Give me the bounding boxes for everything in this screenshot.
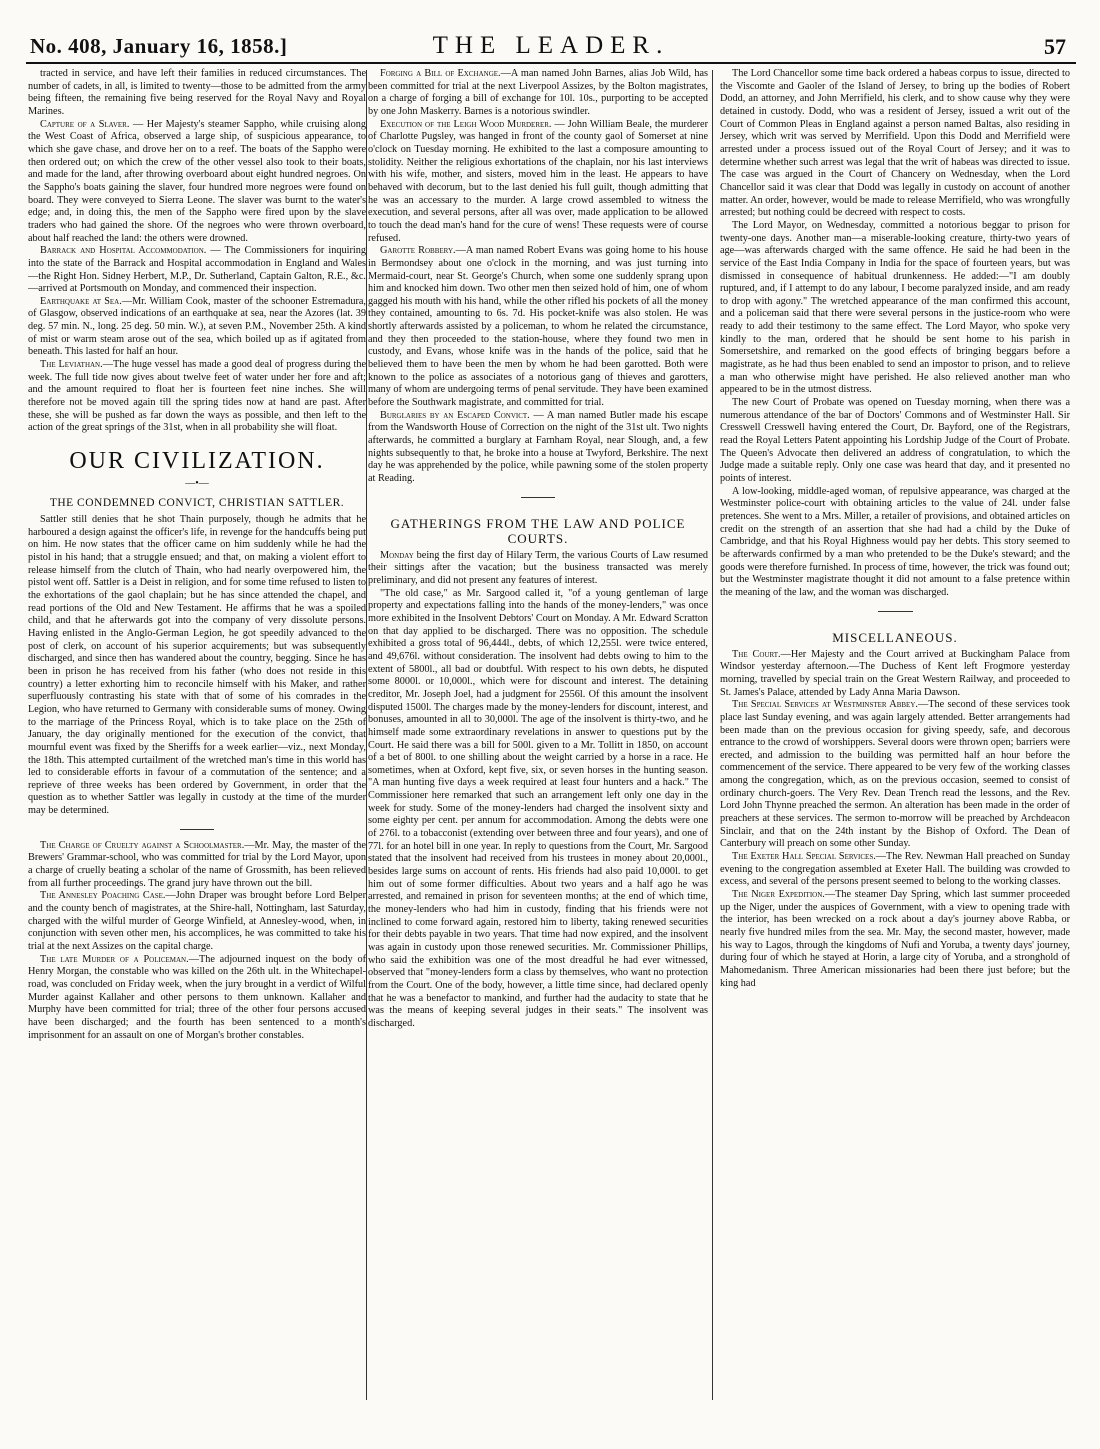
- short-rule: [368, 492, 708, 502]
- article-paragraph: Sattler still denies that he shot Thain purposely, though he admits that he harboured a design against the officer's life, in revenge for the handcuffs being put on him. He now states that the officer came on him suddenly while he had the pistol in his hand; that a struggle ensued; and that, on making a violent effort to release himself from the clutch of Thain, who had nearly overpowered him, the pistol went off. Sattler is a Deist in religion, and for some time refused to listen to the exhortations of the gaol chaplain; but he has since attended the chapel, and read portions of the Old and New Testament. He affirms that he was a spoiled child, and that he afterwards got into the company of very dissolute persons. Having enlisted in the Anglo-German Legion, he got speedily advanced to the post of clerk, on account of his superior acquirements; but was subsequently discharged, and since then has wandered about the country, begging. Since he has been in prison he has received from his father (who does not reside in this country) a letter exhorting him to reconcile himself with his Maker, and rather superfluously contrasting his state with that of some of his comrades in the Legion, who have returned to Germany with considerable sums of money. Owing to the marriage of the Princess Royal, which is to take place on the 25th of January, the day originally mentioned for the execution of the convict, that mournful event was fixed by the Sheriffs for a week earlier—viz., next Monday, the 18th. This attempted curtailment of the wretched man's time in this world has led to considerable efforts in favour of a commutation of the sentence; and a reprieve of three weeks has been ordered by Government, in order that the question as to whether Sattler was legally in custody at the time of the murder may be determined.: [28, 514, 366, 817]
- column-divider: [712, 70, 713, 1400]
- newspaper-title: THE LEADER.: [432, 32, 670, 59]
- page-number: 57: [1044, 34, 1066, 59]
- article-heading: Burglaries by an Escaped Convict.: [380, 409, 530, 421]
- article-paragraph: tracted in service, and have left their families in reduced circumstances. The number of cadets, in all, is limited to twenty—those to be admitted from the army being fifteen, the remaining five being reserved for the Royal Navy and Royal Marines.: [28, 68, 366, 117]
- article-paragraph: The Lord Mayor, on Wednesday, committed a notorious beggar to prison for twenty-one days. Another man—a miserable-looking creature, thirty-two years of age—was afterwards charged with the same offence. He said he had been in the service of the East India Company in India for the space of fourteen years, but was dismissed in consequence of habitual drunkenness. He added:—"I am doubly ruptured, and, if I attempt to do any labour, I become paralyzed inside, and am ready to drop with agony." The wretched appearance of the man confirmed this account, and a policeman said that there were several persons in the justice-room who were ready to add their testimony to the same effect. The Lord Mayor, who spoke very kindly to the man, ordered that he should be sent home to his parish in Somersetshire, and remarked on the good effects of bringing beggars before a magistrate, as he had thus been enabled to send an impostor to prison, and to relieve a man who otherwise might have perished. He also relieved another man who appeared to be in the utmost distress.: [720, 219, 1070, 396]
- article-text: —The Rev. Newman Hall preached on Sunday evening to the congregation assembled at Exeter Hall. The building was crowded to excess, and several of the persons present seemed to belong to the working classes.: [720, 851, 1070, 888]
- article-heading: Earthquake at Sea.: [40, 295, 122, 307]
- article-text: — John William Beale, the murderer of Charlotte Pugsley, was hanged in front of the county gaol of Somerset at nine o'clock on Tuesday morning. He exhibited to the last a composure amounting to stolidity. Neither the religious exhortations of the chaplain, nor his last interviews with his wife, mother, and sisters, moved him in the least. He appears to have behaved with decorum, but to the last denied his full guilt, though admitting that he was an accessary to the murder. A large crowd assembled to witness the execution, and several persons, after all was over, made application to be allowed to touch the dead man's hand for the cure of wens! These requests were of course refused.: [368, 118, 708, 244]
- article-heading: Capture of a Slaver.: [40, 118, 130, 130]
- article-text: —A man named Robert Evans was going home to his house in Bermondsey about one o'clock in the morning, and was just turning into Mermaid-court, near St. George's Church, when some one suddenly sprang upon him and knocked him down. Two other men then seized hold of him, one of whom gagged his mouth with his hand, while the other rifled his pockets of all the money they contained, amounting to 6s. 7d. His pocket-knife was also stolen. He was shortly afterwards assisted by a policeman, to whom he related the circumstance, and they then proceeded to the station-house, where they found two men in custody, and Evans, whose knife was in the hands of the police, said that he believed them to have been the men by whom he had been garotted. Both were known to the police as associates of a notorious gang of thieves and garotters, many of whom are undergoing terms of penal servitude. They have been examined before the Southwark magistrate, and committed for trial.: [368, 245, 708, 409]
- article-paragraph: [28, 296, 366, 359]
- article-paragraph: [368, 245, 708, 410]
- article-text: —The huge vessel has made a good deal of progress during the week. The full tide now gives about twelve feet of water under her fore and aft; and the amount required to float her is fourteen feet nine inches. She will therefore not be moved again till the spring tides now at hand are past. After these, she will be pushed as far down the ways as possible, and then left to the action of the great springs of the 31st, when in all probability she will float.: [28, 359, 366, 434]
- article-paragraph: The Lord Chancellor some time back ordered a habeas corpus to issue, directed to the Viscomte and Gaoler of the Island of Jersey, to bring up the bodies of Robert Dodd, an attorney, and John Merrifield, his clerk, and to show cause why they were detained in custody. Dodd, who was a resident of Jersey, issued a writ out of the Court of Common Pleas in England against a person named Baltas, also residing in Jersey, which writ was served by Merrifield. Upon this Dodd and Merrifield were arrested under a process issued out of the Royal Court of Jersey; and it was to determine whether such arrest was legal that the writ of habeas was directed to issue. The case was argued in the Court of Chancery on Wednesday, when the Lord Chancellor said it was clear that Dodd was legally in custody on account of another matter. An order, however, would be made to release Merrifield, who was wrongfully arrested; but nothing could be decreed with respect to costs.: [720, 68, 1070, 219]
- article-paragraph: [720, 851, 1070, 889]
- short-rule: [28, 824, 366, 834]
- article-heading: The Niger Expedition.: [732, 889, 825, 901]
- article-heading: The Special Services at Westminster Abbey.: [732, 699, 918, 711]
- article-paragraph: A low-looking, middle-aged woman, of repulsive appearance, was charged at the Westminster police-court with obtaining articles to the value of 24l. under false pretences. She went to a Mrs. Miller, a retailer of provisions, and obtained articles on credit on the strength of an assertion that she had had a child by the Duke of Cambridge, and that his Royal Highness would pay her debts. This story seemed to be afterwards confirmed by a man who pretended to be the Duke's steward; and the goods were therefore furnished. In process of time, however, the trick was found out; but the Westminster magistrate thought it did not amount to a false pretence within the meaning of the law, and the woman was discharged.: [720, 485, 1070, 598]
- article-heading: The Leviathan.: [40, 359, 103, 371]
- masthead: [26, 20, 1076, 64]
- article-paragraph: [720, 649, 1070, 700]
- article-text: —John Draper was brought before Lord Belper and the county bench of magistrates, at the Shire-hall, Nottingham, last Saturday, charged with the wilful murder of George Winfield, at Annesley-wood, when, in conjunction with seven other men, his accomplices, he was committed to take his trial at the next Assizes on the capital charge.: [28, 890, 366, 953]
- article-paragraph: [368, 119, 708, 246]
- article-text: —Mr. May, the master of the Brewers' Grammar-school, who was committed for trial by the Lord Mayor, upon a charge of cruelly beating a scholar of the name of Grossmith, has been relieved from all further proceedings. The grand jury have thrown out the bill.: [28, 839, 366, 889]
- article-text: — Her Majesty's steamer Sappho, while cruising along the West Coast of Africa, observed a large ship, of suspicious appearance, to which she gave chase, and drove her on to a reef. The boats of the Sappho were then ordered out; on which the crew of the other vessel also took to their boats, and made for the land, after throwing overboard about eight hundred negroes. On the Sappho's boats gaining the slaver, four hundred more negroes were found on board. They were conveyed to Sierra Leone. The slaver was burnt to the water's edge; and, in doing this, the men of the Sappho were fired upon by the slave traders who had gained the shore. Of the negroes who were thrown overboard, about half reached the land: the others were drowned.: [28, 118, 366, 244]
- column-3: [720, 68, 1070, 1414]
- article-paragraph: The new Court of Probate was opened on Tuesday morning, when there was a numerous attendance of the bar of Doctors' Commons and of Westminster Hall. Sir Cresswell Cresswell having entered the Court, Dr. Bayford, one of the Registrars, read the Royal Letters Patent appointing his Lordship Judge of the Court of Probate. The Queen's Advocate then delivered an address of congratulation, to which the Judge made a suitable reply. Only one case was heard that day, and it presented no points of interest.: [720, 397, 1070, 484]
- column-1: [28, 68, 366, 1428]
- article-text: — The Commissioners for inquiring into the state of the Barrack and Hospital accommodation in England and Wales—the Right Hon. Sidney Herbert, M.P., Dr. Sutherland, Captain Galton, R.E., &c.—arrived at Portsmouth on Monday, and commenced their inspection.: [28, 245, 366, 295]
- article-paragraph: [28, 954, 366, 1043]
- article-heading: Barrack and Hospital Accommodation.: [40, 245, 207, 257]
- article-text: — A man named Butler made his escape from the Wandsworth House of Correction on the night of the 31st ult. Two nights afterwards, he committed a burglary at Farnham Royal, near Slough, and, a few nights subsequently to that, he broke into a house at Twyford, Berkshire. The next day he was apprehended by the police, while pawning some of the stolen property at Reading.: [368, 409, 708, 484]
- article-text: —Mr. William Cook, master of the schooner Estremadura, of Glasgow, observed indications of an earthquake at sea, near the Azores (lat. 39 deg. 57 min. N., long. 25 deg. 50 min. W.), at seven P.M., November 25th. A kind of mist or warm steam arose out of the sea, which boiled up as if agitated from beneath. This lasted for half an hour.: [28, 295, 366, 358]
- article-text: —The steamer Day Spring, which last summer proceeded up the Niger, under the auspices of Government, with a view to opening trade with the interior, has been wrecked on a rock about a day's journey above Rabba, or nearly five hundred miles from the sea. Mr. May, the second master, however, made his way to Lagos, through the kingdoms of Nufi and Yoruba, a twenty days' journey, during four of which he stayed at Horin, a large city of Yoruba, and a stronghold of Mahomedanism. Three American missionaries had been there just before; but the king had: [720, 889, 1070, 989]
- article-text: —Her Majesty and the Court arrived at Buckingham Palace from Windsor yesterday afternoon.—The Duchess of Kent left Frogmore yesterday morning, travelled by special train on the Great Western Railway, and proceeded to St. James's Palace, attended by Lady Anna Maria Dawson.: [720, 648, 1070, 698]
- column-divider: [366, 70, 367, 1400]
- article-paragraph: [28, 245, 366, 296]
- article-heading: Garotte Robbery.: [380, 245, 456, 257]
- article-paragraph: [720, 699, 1070, 851]
- section-title: GATHERINGS FROM THE LAW AND POLICE COURTS.: [390, 515, 686, 546]
- ornament-divider: —•—: [185, 478, 209, 490]
- short-rule: [720, 606, 1070, 616]
- article-paragraph: [368, 410, 708, 486]
- article-paragraph: [368, 68, 708, 119]
- section-title: OUR CIVILIZATION.: [69, 448, 325, 475]
- article-title: THE CONDEMNED CONVICT, CHRISTIAN SATTLER.: [49, 497, 345, 510]
- section-title: MISCELLANEOUS.: [832, 629, 958, 645]
- article-heading: The late Murder of a Policeman.: [40, 953, 189, 965]
- article-paragraph: "The old case," as Mr. Sargood called it, "of a young gentleman of large property and expectations falling into the hands of the money-lenders," was once more exhibited in the Insolvent Debtors' Court on Monday. A Mr. Edward Scratton on that day applied to be discharged. There was no opposition. The schedule exhibited a gross total of 96,444l., debts, of which 12,255l. were twice entered, and 49,676l. without consideration. The insolvent had debts owing to him to the extent of 5800l., all bad or doubtful. With respect to his own debts, he disputed some 8000l. or 10,000l., which were for discount and interest. The detaining creditor, Mr. Joseph Joel, had a judgment for 2556l. Of this amount the insolvent disputed 1500l. The charges made by the money-lenders for discount, interest, and bonuses, amounted in all to 30,000l. The age of the insolvent is thirty-two, and he himself made some extraordinary revelations in answer to questions put by the Court. He said there was a bill for 500l. given to a Mr. Tollitt in 1850, on account of a bet of 800l. to one shilling about the weight carried by a horse in a race. He sometimes, when at Oxford, kept five, six, or seven horses in the hunting season. "A man hunting five days a week required at least four hunters and a hack." The Commissioner here remarked that such an arrangement left only one day in the week for study. Some of the money-lenders had charged the insolvent sixty and some eighty per cent. per annum for accommodation. Among the debts were one of 276l. to a tobacconist (extending over between three and four years), and one of 77l. for an hotel bill in one year. In reply to questions from the Court, Mr. Sargood stated that the insolvent had received from his trustees in money about 20,000l., besides large sums on account of rents. His friends had also paid 10,000l. to get him out of some former difficulties. About two years and a half ago he was arrested, and remained in prison for seventeen months; at the end of which time, the money-lenders who had him in custody, finding that his friends were not inclined to come forward again, restored him to liberty, taking renewed securities for their debts payable in two years. That time had now expired, and the insolvent was again in custody upon those renewed securities. Mr. Commissioner Phillips, who said the exhibition was one of the most dreadful he had ever witnessed, observed that "money-lenders form a class by themselves, who want no protection from the Court. One of the body, however, a little time since, had declared openly that he was a benefactor to mankind, and further had the audacity to state that he was the means of keeping several judges in their seats." The insolvent was discharged.: [368, 587, 708, 1029]
- article-heading: The Charge of Cruelty against a Schoolmaster.: [40, 839, 245, 851]
- article-paragraph: [28, 890, 366, 953]
- article-paragraph: [28, 119, 366, 246]
- article-paragraph: [368, 550, 708, 588]
- article-text: —A man named John Barnes, alias Job Wild, has been committed for trial at the next Liverpool Assizes, by the Bolton magistrates, on a charge of forging a bill of exchange for 10l. 10s., purporting to be accepted by one John Maskerry. Barnes is a notorious swindler.: [368, 68, 708, 117]
- article-heading: The Exeter Hall Special Services.: [732, 851, 876, 863]
- column-2: [368, 68, 708, 1432]
- article-text: being the first day of Hilary Term, the various Courts of Law resumed their sittings after the vacation; but the business transacted was merely preliminary, and did not present any features of interest.: [368, 549, 708, 586]
- article-heading: Execution of the Leigh Wood Murderer.: [380, 118, 552, 130]
- article-heading: The Court.: [732, 648, 781, 660]
- article-text: —The adjourned inquest on the body of Henry Morgan, the constable who was killed on the 26th ult. in the Whitechapel-road, was concluded on Friday week, when the jury brought in a verdict of Wilful Murder against Kallaher and other persons to them unknown. Kallaher and Murphy have been committed for trial; three of the other four persons accused have been discharged; and the fourth has been sentenced to a month's imprisonment for an assault on one of Morgan's brother constables.: [28, 953, 366, 1041]
- article-paragraph: [28, 840, 366, 891]
- article-paragraph: [28, 359, 366, 435]
- issue-date: No. 408, January 16, 1858.]: [30, 34, 288, 58]
- article-heading: Monday: [380, 549, 414, 561]
- article-heading: The Annesley Poaching Case.: [40, 890, 166, 902]
- article-text: —The second of these services took place last Sunday evening, and was again largely attended. Better arrangements had been made than on the previous occasion for giving speedy, safe, and decorous entrance to the crowd of worshippers. Several doors were thrown open; barriers were erected, and admission to the building was permitted half an hour before the commencement of the service. There appeared to be very few of the working classes among the congregation, which, as on the previous occasion, seemed to consist of ordinary church-goers. The Very Rev. Dean Trench read the lessons, and the Rev. Lord John Thynne preached the sermon. An alteration has been made in the order of preachers at these services. The sermon to-morrow will be preached by Archdeacon Sinclair, and that on the 24th instant by the Bishop of Oxford. The Dean of Canterbury will preach on some other Sunday.: [720, 699, 1070, 850]
- article-paragraph: [720, 889, 1070, 990]
- article-heading: Forging a Bill of Exchange.: [380, 68, 501, 79]
